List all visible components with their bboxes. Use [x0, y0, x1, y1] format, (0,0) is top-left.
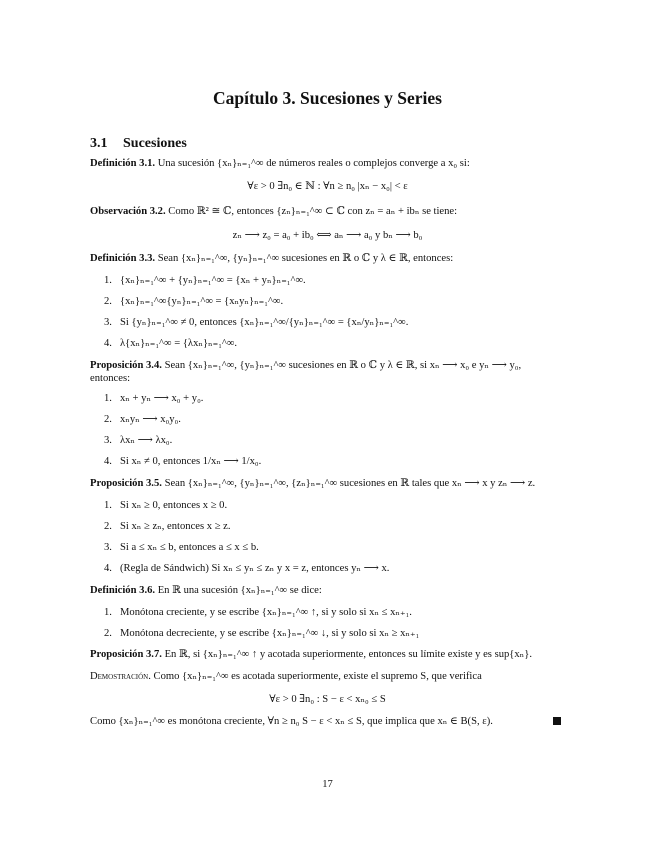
observation-text: Como ℝ² ≅ ℂ, entonces {zₙ}ₙ₌₁^∞ ⊂ ℂ con zₙ = aₙ + ibₙ se tiene:	[168, 206, 458, 217]
section-number: 3.1	[90, 136, 108, 151]
list-item	[104, 392, 564, 406]
list-marker: 3.	[104, 317, 112, 328]
list-item	[104, 413, 564, 427]
list-item	[104, 520, 564, 534]
list-text: Monótona creciente, y se escribe {xₙ}ₙ₌₁^∞ ↑, si y solo si xₙ ≤ xₙ₊₁.	[120, 607, 412, 618]
proposition-text: En ℝ, si {xₙ}ₙ₌₁^∞ ↑ y acotada superiormente, entonces su límite existe y es sup{xₙ}.	[164, 649, 532, 660]
definition-3-3	[90, 252, 565, 266]
section-heading	[90, 136, 187, 152]
list-marker: 4.	[104, 338, 112, 349]
list-marker: 2.	[104, 628, 112, 639]
list-text: {xₙ}ₙ₌₁^∞{yₙ}ₙ₌₁^∞ = {xₙyₙ}ₙ₌₁^∞.	[120, 296, 284, 307]
list-marker: 1.	[104, 500, 112, 511]
list-marker: 3.	[104, 542, 112, 553]
page-number: 17	[322, 779, 333, 790]
definition-3-6	[90, 584, 565, 598]
list-item	[104, 455, 564, 469]
section-title: Sucesiones	[123, 136, 187, 151]
observation-label: Observación 3.2.	[90, 206, 166, 217]
list-text: λ{xₙ}ₙ₌₁^∞ = {λxₙ}ₙ₌₁^∞.	[120, 338, 238, 349]
list-item	[104, 316, 564, 330]
list-text: Monótona decreciente, y se escribe {xₙ}ₙ₌₁^∞ ↓, si y solo si xₙ ≥ xₙ₊₁	[120, 628, 420, 639]
list-text: Si xₙ ≠ 0, entonces 1/xₙ ⟶ 1/x₀.	[120, 456, 262, 467]
list-item	[104, 337, 564, 351]
definition-label: Definición 3.3.	[90, 253, 156, 264]
list-text: Si xₙ ≥ 0, entonces x ≥ 0.	[120, 500, 228, 511]
list-marker: 2.	[104, 521, 112, 532]
observation-3-2	[90, 205, 565, 219]
list-marker: 4.	[104, 456, 112, 467]
proof-formula: ∀ε > 0 ∃n₀ : S − ε < xₙ₀ ≤ S	[269, 694, 386, 705]
list-item	[104, 606, 564, 620]
proposition-label: Proposición 3.4.	[90, 360, 162, 371]
list-text: (Regla de Sándwich) Si xₙ ≤ yₙ ≤ zₙ y x = z, entonces yₙ ⟶ x.	[120, 563, 390, 574]
list-text: λxₙ ⟶ λx₀.	[120, 435, 173, 446]
list-item	[104, 541, 564, 555]
list-text: xₙ + yₙ ⟶ x₀ + y₀.	[120, 393, 204, 404]
list-marker: 1.	[104, 393, 112, 404]
proof-label: Demostración.	[90, 671, 151, 682]
chapter-title: Capítulo 3. Sucesiones y Series	[213, 88, 442, 108]
list-marker: 3.	[104, 435, 112, 446]
qed-square-icon	[553, 717, 561, 725]
definition-label: Definición 3.6.	[90, 585, 156, 596]
list-item	[104, 627, 564, 641]
definition-text: En ℝ una sucesión {xₙ}ₙ₌₁^∞ se dice:	[157, 585, 322, 596]
definition-label: Definición 3.1.	[90, 158, 156, 169]
proof	[90, 670, 565, 684]
list-marker: 2.	[104, 414, 112, 425]
list-text: xₙyₙ ⟶ x₀y₀.	[120, 414, 181, 425]
list-item	[104, 274, 564, 288]
list-item	[104, 562, 564, 576]
proof-text: Como {xₙ}ₙ₌₁^∞ es acotada superiormente, existe el supremo S, que verifica	[153, 671, 482, 682]
list-marker: 1.	[104, 607, 112, 618]
definition-text: Sean {xₙ}ₙ₌₁^∞, {yₙ}ₙ₌₁^∞ sucesiones en ℝ o ℂ y λ ∈ ℝ, entonces:	[157, 253, 454, 264]
observation-3-2-formula: zₙ ⟶ z₀ = a₀ + ib₀ ⟺ aₙ ⟶ a₀ y bₙ ⟶ b₀	[232, 230, 423, 241]
definition-3-1-formula: ∀ε > 0 ∃n₀ ∈ ℕ : ∀n ≥ n₀ |xₙ − x₀| < ε	[247, 181, 408, 192]
definition-text: Una sucesión {xₙ}ₙ₌₁^∞ de números reales o complejos converge a x₀ si:	[157, 158, 470, 169]
proposition-3-7	[90, 648, 565, 662]
list-marker: 2.	[104, 296, 112, 307]
proposition-text: Sean {xₙ}ₙ₌₁^∞, {yₙ}ₙ₌₁^∞ sucesiones en ℝ o ℂ y λ ∈ ℝ, si xₙ ⟶ x₀ e yₙ ⟶ y₀,	[164, 360, 522, 371]
definition-3-1	[90, 157, 565, 171]
list-text: Si a ≤ xₙ ≤ b, entonces a ≤ x ≤ b.	[120, 542, 259, 553]
proof-conclusion: Como {xₙ}ₙ₌₁^∞ es monótona creciente, ∀n ≥ n₀ S − ε < xₙ ≤ S, que implica que xₙ ∈ B(S, ε).	[90, 716, 493, 727]
proposition-label: Proposición 3.5.	[90, 478, 162, 489]
proposition-text: Sean {xₙ}ₙ₌₁^∞, {yₙ}ₙ₌₁^∞, {zₙ}ₙ₌₁^∞ sucesiones en ℝ tales que xₙ ⟶ x y zₙ ⟶ z.	[164, 478, 536, 489]
proposition-3-4	[90, 359, 565, 373]
list-item	[104, 434, 564, 448]
proposition-3-5	[90, 477, 565, 491]
list-text: Si {yₙ}ₙ₌₁^∞ ≠ 0, entonces {xₙ}ₙ₌₁^∞/{yₙ}ₙ₌₁^∞ = {xₙ/yₙ}ₙ₌₁^∞.	[120, 317, 409, 328]
list-item	[104, 295, 564, 309]
list-item	[104, 499, 564, 513]
list-marker: 4.	[104, 563, 112, 574]
list-text: Si xₙ ≥ zₙ, entonces x ≥ z.	[120, 521, 231, 532]
list-marker: 1.	[104, 275, 112, 286]
list-text: {xₙ}ₙ₌₁^∞ + {yₙ}ₙ₌₁^∞ = {xₙ + yₙ}ₙ₌₁^∞.	[120, 275, 306, 286]
proposition-3-4-continuation: entonces:	[90, 373, 131, 384]
proposition-label: Proposición 3.7.	[90, 649, 162, 660]
